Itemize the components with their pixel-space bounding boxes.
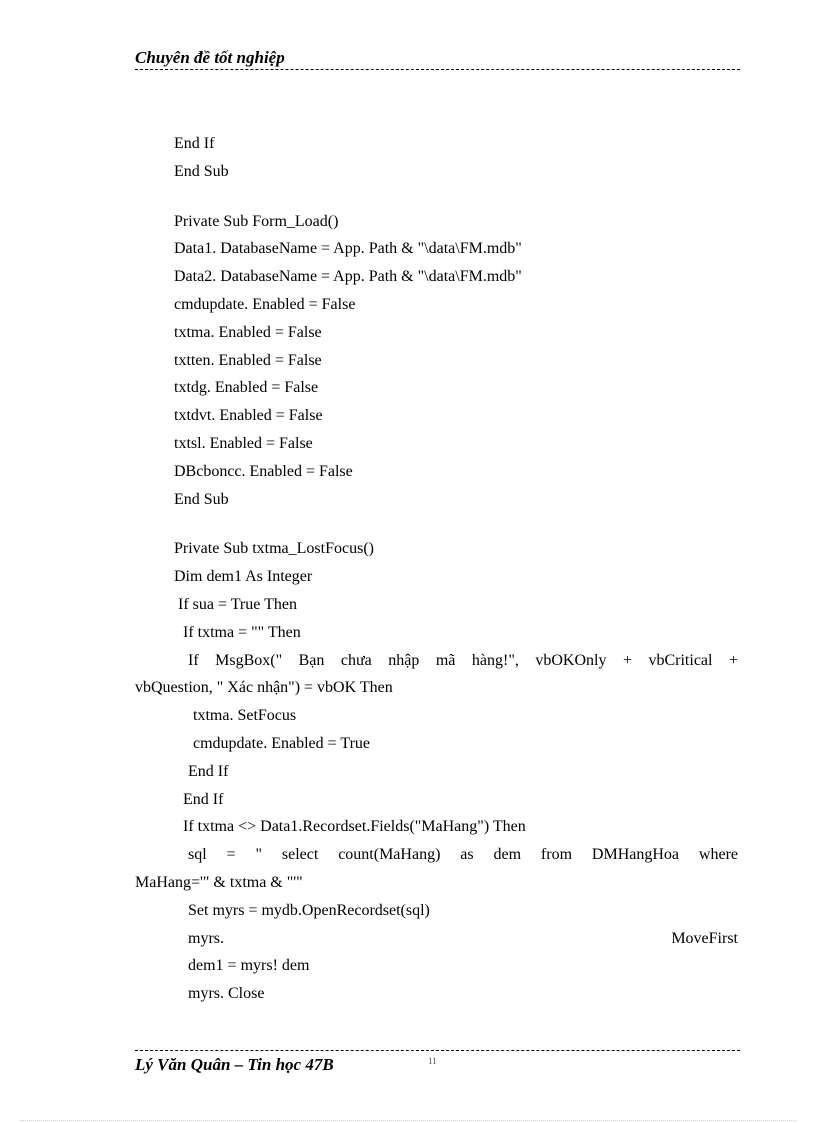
code-line: myrs. Close (188, 985, 265, 1003)
code-line: End If (174, 135, 215, 152)
footer-rule (135, 1050, 740, 1051)
code-line: Private Sub txtma_LostFocus() (174, 540, 374, 558)
code-line: If sua = True Then (178, 595, 297, 613)
code-line: Data2. DatabaseName = App. Path & "\data\FM.mdb" (174, 268, 522, 286)
code-line-justified (135, 925, 738, 953)
code-line: End If (188, 762, 229, 780)
header-title: Chuyên đề tốt nghiệp (135, 48, 285, 67)
blank-line (135, 513, 738, 535)
code-line: If txtma <> Data1.Recordset.Fields("MaHang") Then (183, 818, 526, 836)
code-line: cmdupdate. Enabled = True (193, 734, 370, 752)
code-listing (135, 130, 738, 1008)
header-rule (135, 69, 740, 70)
code-line: End Sub (174, 162, 229, 180)
code-line: txtdvt. Enabled = False (174, 407, 323, 425)
code-line: sql = " select count(MaHang) as dem from DMHangHoa where (188, 846, 738, 864)
code-line: Set myrs = mydb.OpenRecordset(sql) (188, 901, 430, 919)
code-line: txtdg. Enabled = False (174, 379, 319, 397)
code-line: txtten. Enabled = False (174, 351, 322, 369)
code-line: MaHang='" & txtma & "'" (135, 873, 303, 891)
page-number: 11 (428, 1056, 437, 1066)
page-header (135, 48, 740, 72)
code-line: Dim dem1 As Integer (174, 568, 313, 586)
code-line: If txtma = "" Then (183, 623, 301, 641)
code-line: End Sub (174, 490, 229, 508)
code-line: DBcboncc. Enabled = False (174, 462, 353, 480)
code-line: Data1. DatabaseName = App. Path & "\data\FM.mdb" (174, 240, 522, 258)
code-line: txtma. SetFocus (193, 707, 297, 725)
code-fragment: myrs. (188, 929, 224, 947)
code-line: txtma. Enabled = False (174, 323, 322, 341)
code-line: End If (183, 790, 224, 808)
blank-line (135, 186, 738, 208)
code-line: dem1 = myrs! dem (188, 957, 310, 975)
code-fragment: MoveFirst (671, 929, 738, 947)
code-line: If MsgBox(" Bạn chưa nhập mã hàng!", vbOKOnly + vbCritical + (188, 651, 738, 669)
code-line: txtsl. Enabled = False (174, 434, 313, 452)
code-line: Private Sub Form_Load() (174, 212, 339, 230)
code-line: cmdupdate. Enabled = False (174, 295, 356, 313)
code-line: vbQuestion, " Xác nhận") = vbOK Then (135, 679, 393, 697)
footer-author: Lý Văn Quân – Tin học 47B (135, 1055, 334, 1074)
page-edge-dots (20, 1120, 796, 1121)
